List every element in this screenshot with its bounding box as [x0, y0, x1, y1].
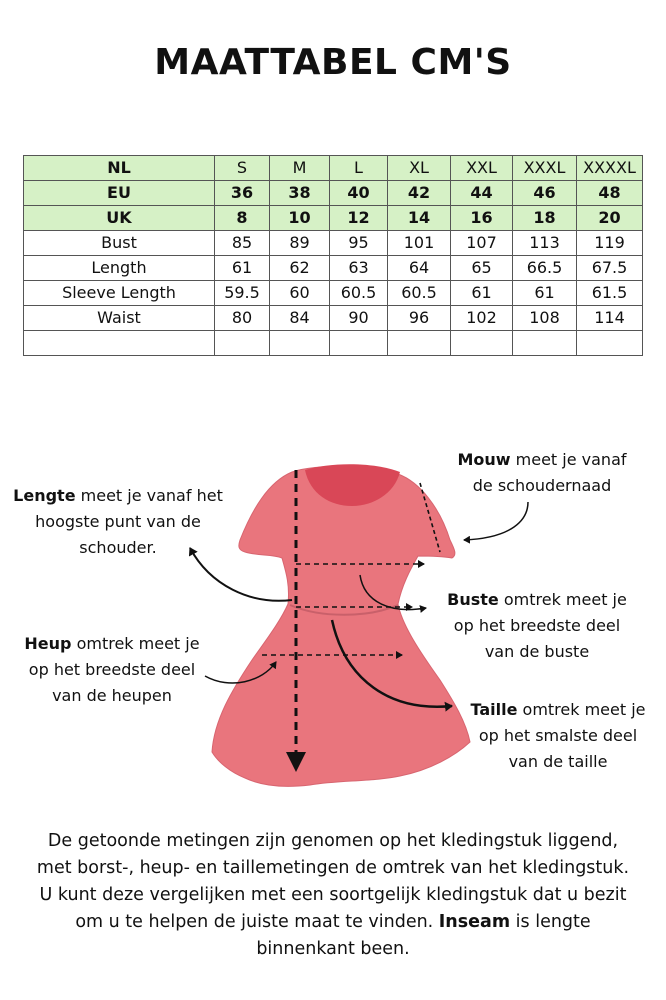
table-cell: S: [215, 156, 270, 181]
table-cell: 89: [270, 231, 330, 256]
note-lengte-term: Lengte: [13, 486, 76, 505]
table-cell: 10: [270, 206, 330, 231]
note-buste-line3: van de buste: [484, 642, 590, 661]
note-taille-line3: van de taille: [508, 752, 608, 771]
table-cell: L: [330, 156, 388, 181]
note-taille-line2: op het smalste deel: [478, 726, 638, 745]
note-taille-term: Taille: [470, 700, 518, 719]
note-lengte-line2: hoogste punt van de: [35, 512, 201, 531]
row-label: Waist: [24, 306, 215, 331]
note-buste-term: Buste: [447, 590, 499, 609]
table-cell: 61: [215, 256, 270, 281]
table-cell: 108: [513, 306, 577, 331]
table-cell: 102: [451, 306, 513, 331]
table-cell: 42: [388, 181, 451, 206]
footer-bold-term: Inseam: [438, 912, 511, 932]
table-cell: 95: [330, 231, 388, 256]
table-cell: 65: [451, 256, 513, 281]
table-cell: 20: [577, 206, 643, 231]
table-cell: 90: [330, 306, 388, 331]
row-label: Sleeve Length: [24, 281, 215, 306]
row-label: EU: [24, 181, 215, 206]
table-cell: 84: [270, 306, 330, 331]
note-heup-line2: op het breedste deel: [28, 660, 196, 679]
row-label: Bust: [24, 231, 215, 256]
note-heup-rest: omtrek meet je: [71, 634, 200, 653]
table-cell: 12: [330, 206, 388, 231]
note-buste-line2: op het breedste deel: [453, 616, 621, 635]
table-cell: 36: [215, 181, 270, 206]
note-heup-line3: van de heupen: [52, 686, 172, 705]
note-buste: [432, 587, 642, 665]
note-mouw: [432, 447, 652, 499]
table-cell: 96: [388, 306, 451, 331]
table-cell: 64: [388, 256, 451, 281]
table-cell: 107: [451, 231, 513, 256]
table-cell: 40: [330, 181, 388, 206]
table-cell: 80: [215, 306, 270, 331]
mouw-arrow: [464, 502, 528, 540]
table-cell: 16: [451, 206, 513, 231]
table-cell: M: [270, 156, 330, 181]
note-taille: [458, 697, 658, 775]
note-lengte-line1: [2, 483, 234, 509]
table-cell: 63: [330, 256, 388, 281]
table-cell: 113: [513, 231, 577, 256]
table-cell: XXL: [451, 156, 513, 181]
note-heup-line1: [4, 631, 220, 657]
note-buste-line1: [432, 587, 642, 613]
table-cell: 67.5: [577, 256, 643, 281]
table-cell: XL: [388, 156, 451, 181]
note-taille-line1: [458, 697, 658, 723]
table-cell: 14: [388, 206, 451, 231]
row-label: NL: [24, 156, 215, 181]
table-cell: 60: [270, 281, 330, 306]
table-cell: 59.5: [215, 281, 270, 306]
note-heup: [4, 631, 220, 709]
table-cell: XXXL: [513, 156, 577, 181]
table-cell: 60.5: [330, 281, 388, 306]
table-cell: 46: [513, 181, 577, 206]
table-cell: 38: [270, 181, 330, 206]
table-cell: XXXXL: [577, 156, 643, 181]
table-cell: 61.5: [577, 281, 643, 306]
note-lengte-line3: schouder.: [79, 538, 157, 557]
row-label: UK: [24, 206, 215, 231]
note-mouw-line1: [432, 447, 652, 473]
footer-text-before: De getoonde metingen zijn genomen op het kledingstuk liggend, met borst-, heup- en taillemetingen de omtrek van het kledingstuk. U kunt deze vergelijken met een soortgelijk kledingstuk dat u bezit om u te helpen de juiste maat te vinden.: [36, 831, 630, 932]
page-title: MAATTABEL CM'S: [154, 42, 512, 83]
table-cell: 62: [270, 256, 330, 281]
row-label: Length: [24, 256, 215, 281]
note-buste-rest: omtrek meet je: [498, 590, 627, 609]
table-cell: 60.5: [388, 281, 451, 306]
table-cell: 61: [513, 281, 577, 306]
table-cell: 48: [577, 181, 643, 206]
note-mouw-line2: de schoudernaad: [472, 476, 612, 495]
table-cell: 8: [215, 206, 270, 231]
table-cell: 44: [451, 181, 513, 206]
table-cell: 119: [577, 231, 643, 256]
table-cell: 66.5: [513, 256, 577, 281]
table-cell: 85: [215, 231, 270, 256]
table-cell: 61: [451, 281, 513, 306]
note-taille-rest: omtrek meet je: [517, 700, 646, 719]
table-cell: 101: [388, 231, 451, 256]
note-lengte: [2, 483, 234, 561]
note-mouw-term: Mouw: [457, 450, 511, 469]
note-heup-term: Heup: [24, 634, 72, 653]
note-mouw-rest: meet je vanaf: [510, 450, 627, 469]
table-cell: 114: [577, 306, 643, 331]
table-cell: 18: [513, 206, 577, 231]
footer-text: [30, 828, 636, 963]
footer-text-after: is lengte binnenkant been.: [256, 912, 591, 959]
note-lengte-rest: meet je vanaf het: [75, 486, 223, 505]
